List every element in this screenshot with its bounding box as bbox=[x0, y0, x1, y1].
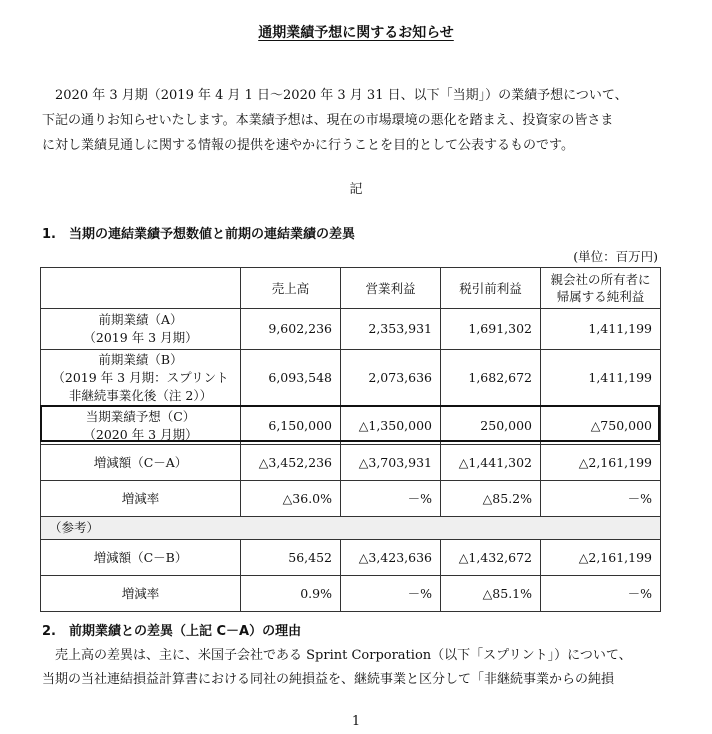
row-label: 増減率 bbox=[41, 576, 241, 612]
table-cell: 2,353,931 bbox=[341, 309, 441, 350]
intro-paragraph bbox=[42, 83, 672, 158]
table-cell: －% bbox=[541, 576, 661, 612]
table-row bbox=[41, 445, 661, 481]
table-row bbox=[41, 481, 661, 517]
header-cell: 税引前利益 bbox=[441, 268, 541, 309]
table-row bbox=[41, 576, 661, 612]
body-line: 当期の当社連結損益計算書における同社の純損益を、継続事業と区分して「非継続事業からの純損 bbox=[42, 672, 615, 687]
table-cell: 9,602,236 bbox=[241, 309, 341, 350]
row-label: 増減額（C－A） bbox=[41, 445, 241, 481]
table-cell: 6,093,548 bbox=[241, 350, 341, 407]
table-cell: 56,452 bbox=[241, 540, 341, 576]
table-cell: △2,161,199 bbox=[541, 445, 661, 481]
table-cell: －% bbox=[341, 576, 441, 612]
table-cell: △750,000 bbox=[541, 407, 661, 445]
table-cell: 1,411,199 bbox=[541, 350, 661, 407]
table-cell: △85.1% bbox=[441, 576, 541, 612]
header-cell: 営業利益 bbox=[341, 268, 441, 309]
table-cell: 250,000 bbox=[441, 407, 541, 445]
document-title: 通期業績予想に関するお知らせ bbox=[258, 25, 454, 41]
section-2-heading: 2. 前期業績との差異（上記 C－A）の理由 bbox=[42, 624, 302, 639]
row-label: 前期業績（B） （2019 年 3 月期：スプリント 非継続事業化後（注 2）） bbox=[41, 350, 241, 407]
table-cell: △85.2% bbox=[441, 481, 541, 517]
table-cell: 1,682,672 bbox=[441, 350, 541, 407]
section-2-body bbox=[42, 644, 672, 692]
table-cell: 2,073,636 bbox=[341, 350, 441, 407]
header-cell: 売上高 bbox=[241, 268, 341, 309]
intro-line: 下記の通りお知らせいたします。本業績予想は、現在の市場環境の悪化を踏まえ、投資家の皆さま bbox=[42, 113, 614, 128]
header-cell: 親会社の所有者に 帰属する純利益 bbox=[541, 268, 661, 309]
table-cell: △2,161,199 bbox=[541, 540, 661, 576]
intro-line: に対し業績見通しに関する情報の提供を速やかに行うことを目的として公表するものです。 bbox=[42, 138, 574, 153]
row-label: 前期業績（A） （2019 年 3 月期） bbox=[41, 309, 241, 350]
table-cell: △1,350,000 bbox=[341, 407, 441, 445]
intro-line: 2020 年 3 月期（2019 年 4 月 1 日～2020 年 3 月 31 日、以下「当期」）の業績予想について、 bbox=[42, 88, 628, 103]
table-cell: 0.9% bbox=[241, 576, 341, 612]
section-1-heading: 1. 当期の連結業績予想数値と前期の連結業績の差異 bbox=[42, 227, 355, 242]
table-cell: 1,691,302 bbox=[441, 309, 541, 350]
body-line: 売上高の差異は、主に、米国子会社である Sprint Corporation（以下「スプリント」）について、 bbox=[42, 648, 632, 663]
table-cell: △3,452,236 bbox=[241, 445, 341, 481]
page-number: 1 bbox=[351, 714, 361, 729]
ki-mark: 記 bbox=[349, 182, 363, 197]
header-cell bbox=[41, 268, 241, 309]
table-cell: △1,441,302 bbox=[441, 445, 541, 481]
table-cell: △3,703,931 bbox=[341, 445, 441, 481]
earnings-table bbox=[40, 267, 661, 612]
table-cell: 1,411,199 bbox=[541, 309, 661, 350]
table-cell: △3,423,636 bbox=[341, 540, 441, 576]
table-cell: 6,150,000 bbox=[241, 407, 341, 445]
table-row bbox=[41, 350, 661, 407]
table-cell: △1,432,672 bbox=[441, 540, 541, 576]
row-label: 当期業績予想（C） （2020 年 3 月期） bbox=[41, 407, 241, 445]
table-cell: －% bbox=[341, 481, 441, 517]
table-row bbox=[41, 540, 661, 576]
table-row bbox=[41, 309, 661, 350]
reference-row bbox=[41, 517, 661, 540]
table-row-forecast bbox=[41, 407, 661, 445]
reference-label: （参考） bbox=[41, 517, 661, 540]
table-cell: △36.0% bbox=[241, 481, 341, 517]
table-cell: －% bbox=[541, 481, 661, 517]
row-label: 増減額（C－B） bbox=[41, 540, 241, 576]
unit-label: (単位：百万円) bbox=[573, 249, 658, 264]
row-label: 増減率 bbox=[41, 481, 241, 517]
table-header-row bbox=[41, 268, 661, 309]
